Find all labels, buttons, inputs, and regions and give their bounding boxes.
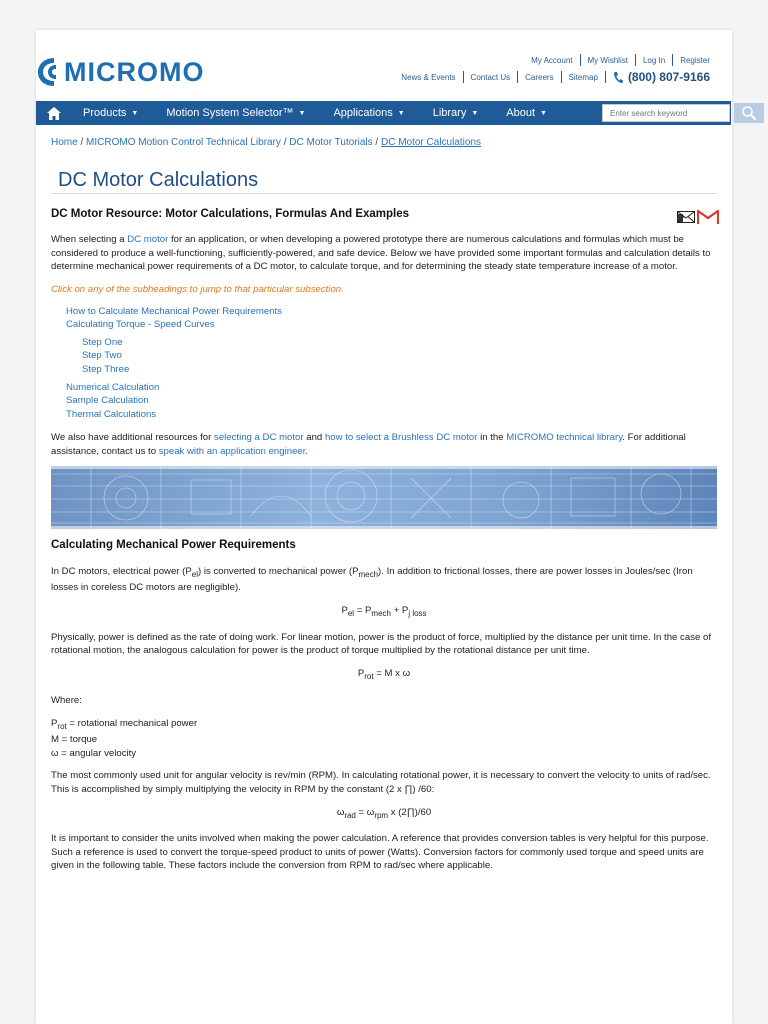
divider [463,71,464,83]
page-title: DC Motor Calculations [58,169,259,191]
breadcrumb [51,137,481,148]
breadcrumb-separator: / [283,137,287,148]
intro-paragraph [51,233,717,273]
eq-part: x (2∏)/60 [388,807,432,818]
nav-products[interactable] [83,107,138,119]
divider [561,71,562,83]
def-sub: rot [57,721,67,731]
toc-step-one[interactable]: Step One [82,336,123,348]
intro-text-b: for an application, or when developing a powered prototype there are numerous calculations and formulas which must be considered to produce a well-functioning, sufficiently-powered, and safe device. Below we have provided some important formulas and calculation details to determine mechanical power requirements of a DC motor, to calculate torque, and for determining the steady state temperature increase of a motor. [51,234,711,273]
selecting-dc-motor-link[interactable]: selecting a DC motor [214,432,304,444]
logo-wordmark: MICROMO [64,56,205,87]
resources-text: . For additional assistance, contact us to [51,432,686,457]
phone-number: (800) 807-9166 [627,70,710,84]
resources-text: We also have additional resources for [51,432,215,444]
where-label: Where: [51,694,82,706]
eq-part: ω [336,807,345,818]
divider [605,71,606,83]
my-wishlist-link[interactable]: My Wishlist [587,55,628,65]
search-input[interactable] [602,104,730,122]
phone-icon [613,71,623,84]
subscript: mech [358,569,379,579]
search-button[interactable] [734,103,764,123]
eq-sub: rot [364,672,374,682]
eq-sub: rad [344,810,356,820]
divider [517,71,518,83]
utility-nav-bottom [401,70,710,84]
equation-rotational-power [51,667,717,683]
divider [635,54,636,66]
my-account-link[interactable]: My Account [531,55,573,65]
resources-text: in the [477,432,507,444]
blueprint-banner-image [51,466,717,529]
toc-torque-speed[interactable]: Calculating Torque - Speed Curves [66,319,215,331]
definition-torque: M = torque [51,734,98,746]
nav-label: Library [432,107,467,119]
toc [66,305,717,421]
technical-library-link[interactable]: MICROMO technical library [506,432,623,444]
eq-part: P [341,605,348,617]
caret-down-icon: ▼ [298,109,306,117]
breadcrumb-home[interactable]: Home [51,137,78,148]
units-paragraph: It is important to consider the units involved when making the power calculation. A reference that provides conversion tables is very helpful for this purpose. Such a reference is used to convert the torque-speed product to units of power (Watts). Conversion factors for commonly used torque and speed units are given in the following table. These factors include the conversion from RPM to rad/sec where applicable. [51,833,709,872]
eq-sub: j loss [408,609,427,619]
caret-down-icon: ▼ [131,109,139,117]
nav-label: About [506,107,536,119]
angular-velocity-paragraph: The most commonly used unit for angular velocity is rev/min (RPM). In calculating rotational power, it is necessary to convert the velocity to units of rad/sec. This is accomplished by simply multiplying the velocity in RPM by the constant (2 x ∏) /60: [51,770,711,795]
article-content [51,208,717,873]
eq-sub: rpm [374,810,389,820]
caret-down-icon: ▼ [397,109,405,117]
logo-mark-icon [36,55,62,89]
intro-text-a: When selecting a [51,234,128,246]
main-nav-bar [36,101,731,125]
log-in-link[interactable]: Log In [642,55,666,65]
equation-rad-conversion [51,806,717,822]
caret-down-icon: ▼ [471,109,479,117]
nav-label: Applications [333,107,393,119]
text: ). In addition to frictional losses, there are power losses in Joules/sec (Iron losses in coreless DC motors are negligible). [51,565,693,593]
def-symbol: P [51,718,58,730]
brushless-dc-motor-link[interactable]: how to select a Brushless DC motor [324,432,478,444]
definition-angular-velocity: ω = angular velocity [51,747,137,759]
home-button[interactable] [36,101,72,125]
eq-part: = ω [355,807,375,818]
nav-applications[interactable] [333,107,404,119]
text: In DC motors, electrical power (P [51,565,192,577]
toc-sample-calculation[interactable]: Sample Calculation [66,395,149,407]
micromo-logo[interactable] [36,52,204,92]
breadcrumb-technical-library[interactable]: MICROMO Motion Control Technical Library [86,137,281,148]
power-paragraph [51,565,717,595]
eq-part: = P [354,605,372,617]
resources-text: . [305,445,309,457]
breadcrumb-separator: / [375,137,379,148]
rate-of-work-paragraph: Physically, power is defined as the rate of doing work. For linear motion, power is the product of force, multiplied by the distance per unit time. In the case of rotational motion, the analogous calculation for power is the product of torque multiplied by the rotational distance per unit time. [51,631,711,656]
nav-label: Motion System Selector™ [166,107,294,119]
toc-thermal-calculations[interactable]: Thermal Calculations [66,408,157,420]
sitemap-link[interactable]: Sitemap [568,72,598,82]
section-heading-mechanical-power: Calculating Mechanical Power Requirements [51,539,296,552]
home-icon [47,107,61,120]
careers-link[interactable]: Careers [525,72,554,82]
toc-step-two[interactable]: Step Two [82,350,122,362]
breadcrumb-dc-motor-tutorials[interactable]: DC Motor Tutorials [289,137,373,148]
register-link[interactable]: Register [680,55,710,65]
page-title-box [51,165,717,194]
definitions-list [51,717,717,760]
nav-motion-system-selector[interactable] [166,107,305,119]
toc-step-three[interactable]: Step Three [82,363,130,375]
eq-part: = M x ω [373,668,411,680]
nav-label: Products [83,107,127,119]
caret-down-icon: ▼ [540,109,547,117]
eq-part: + P [390,605,409,617]
eq-sub: mech [371,609,391,619]
application-engineer-link[interactable]: speak with an application engineer [158,445,306,457]
divider [580,54,581,66]
breadcrumb-current[interactable]: DC Motor Calculations [380,137,482,148]
toc-numerical-calculation[interactable]: Numerical Calculation [66,382,160,394]
toc-mechanical-power[interactable]: How to Calculate Mechanical Power Requirements [66,306,282,318]
subscript: el [191,569,198,579]
news-events-link[interactable]: News & Events [401,72,456,82]
search-icon [741,105,757,121]
jump-note: Click on any of the subheadings to jump to that particular subsection. [51,283,344,295]
nav-library[interactable] [433,107,479,119]
def-text: = rotational mechanical power [66,718,198,730]
utility-nav-top [531,54,710,66]
resources-paragraph [51,431,717,458]
contact-us-link[interactable]: Contact Us [470,72,511,82]
breadcrumb-separator: / [80,137,84,148]
nav-about[interactable] [506,107,547,119]
dc-motor-link[interactable]: DC motor [127,234,169,246]
definition-prot [51,717,717,733]
divider [672,54,673,66]
text: ) is converted to mechanical power (P [197,565,359,577]
article-heading: DC Motor Resource: Motor Calculations, Formulas And Examples [51,208,410,220]
equation-power-balance [51,604,717,620]
eq-part: P [357,668,365,680]
eq-sub: el [347,609,355,619]
resources-text: and [303,432,325,444]
phone-link[interactable] [613,70,710,84]
